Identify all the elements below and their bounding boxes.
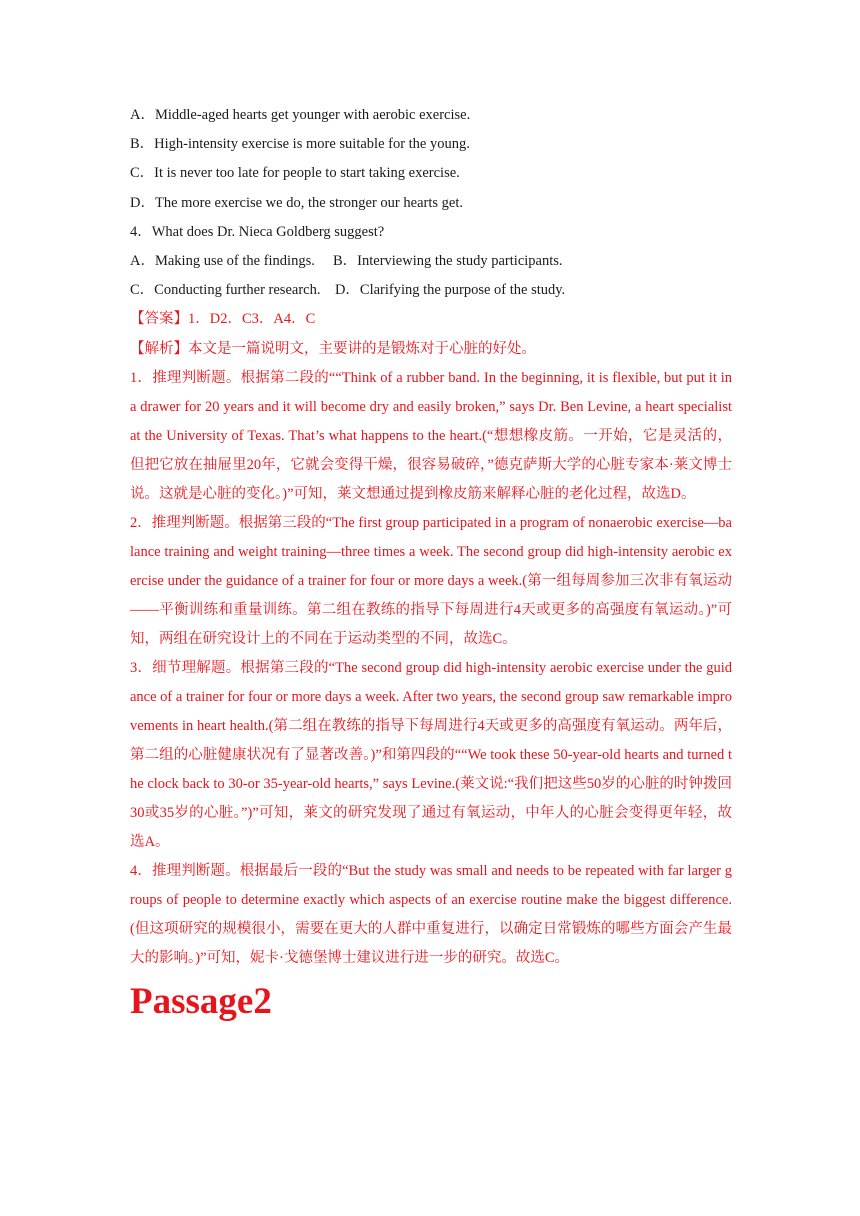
option-a-q3: A．Middle-aged hearts get younger with aerobic exercise. [130, 107, 471, 123]
question-4-options-row-2: C．Conducting further research. D．Clarifying the purpose of the study. [130, 282, 566, 299]
explanation-4: 4．推理判断题。根据最后一段的“But the study was small and needs to be repeated with far larger groups of people to determine exactly which aspects of an exercise routine make the biggest difference.(但这项研究的规模很小，需要在更大的人群中重复进行，以确定日常锻炼的哪些方面会产生最大的影响。)”可知，妮卡·戈德堡博士建议进行进一步的研究。故选C。 [130, 862, 732, 966]
explanation-1: 1．推理判断题。根据第二段的““Think of a rubber band. In the beginning, it is flexible, but put it in a drawer for 20 years and it will become dry and easily broken,” says Dr. Ben Levine, a heart specialist at the University of Texas. That’s what happens to the heart.(“想想橡皮筋。一开始，它是灵活的，但把它放在抽屉里20年，它就会变得干燥，很容易破碎，”德克萨斯大学的心脏专家本·莱文博士说。这就是心脏的变化。)”可知，莱文想通过提到橡皮筋来解释心脏的老化过程，故选D。 [130, 369, 732, 502]
question-4-options-row-1: A．Making use of the findings. B．Interviewing the study participants. [130, 253, 563, 270]
explanation-2: 2．推理判断题。根据第三段的“The first group participated in a program of nonaerobic exercise—balance training and weight training—three times a week. The second group did high-intensity aerobic exercise under the guidance of a trainer for four or more days a week.(第一组每周参加三次非有氧运动——平衡训练和重量训练。第二组在教练的指导下每周进行4天或更多的高强度有氧运动。)”可知，两组在研究设计上的不同在于运动类型的不同，故选C。 [130, 514, 732, 647]
document-page [130, 101, 732, 1027]
analysis-intro: 【解析】本文是一篇说明文，主要讲的是锻炼对于心脏的好处。 [130, 340, 536, 357]
option-d-q3: D．The more exercise we do, the stronger our hearts get. [130, 194, 463, 211]
option-b-q3: B．High-intensity exercise is more suitable for the young. [130, 136, 470, 153]
explanation-3: 3．细节理解题。根据第三段的“The second group did high-intensity aerobic exercise under the guidance of a trainer for four or more days a week. After two years, the second group saw remarkable improvements in heart health.(第二组在教练的指导下每周进行4天或更多的高强度有氧运动。两年后，第二组的心脏健康状况有了显著改善。)”和第四段的““We took these 50-year-old hearts and turned the clock back to 30-or 35-year-old hearts,” says Levine.(莱文说:“我们把这些50岁的心脏的时钟拨回30或35岁的心脏。”)”可知，莱文的研究发现了通过有氧运动，中年人的心脏会变得更年轻，故选A。 [130, 659, 732, 850]
option-c-q3: C．It is never too late for people to start taking exercise. [130, 165, 460, 182]
passage-title: Passage2 [130, 980, 272, 1022]
answer-key: 【答案】1．D2．C3．A4．C [130, 311, 316, 328]
question-4-stem: 4．What does Dr. Nieca Goldberg suggest? [130, 223, 385, 240]
